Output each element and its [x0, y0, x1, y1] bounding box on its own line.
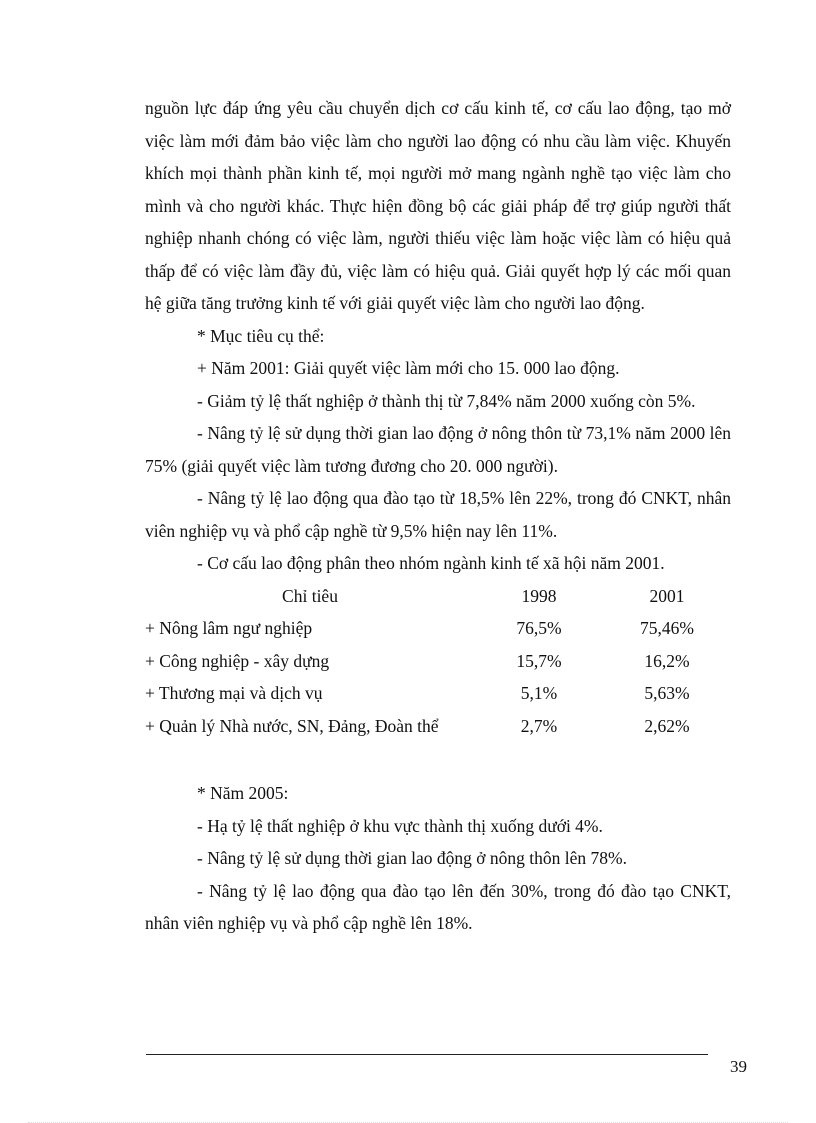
table-header-row: [145, 580, 731, 613]
objective-2005-rural-time: - Nâng tỷ lệ sử dụng thời gian lao động ở nông thôn lên 78%.: [197, 848, 627, 868]
objective-2005-unemployment: - Hạ tỷ lệ thất nghiệp ở khu vực thành thị xuống dưới 4%.: [197, 815, 603, 836]
row-label: + Quản lý Nhà nước, SN, Đảng, Đoàn thể: [145, 715, 439, 736]
labor-structure-table: [145, 580, 731, 743]
table-row: [145, 612, 731, 645]
body-paragraph: nguồn lực đáp ứng yêu cầu chuyển dịch cơ cấu kinh tế, cơ cấu lao động, tạo mở việc làm mới đảm bảo việc làm cho người lao động có nhu cầu làm việc. Khuyến khích mọi thành phần kinh tế, mọi người mở mang ngành nghề tạo việc làm cho mình và cho người khác. Thực hiện đồng bộ các giải pháp để trợ giúp người thất nghiệp nhanh chóng có việc làm, người thiếu việc làm hoặc việc làm có hiệu quả thấp để có việc làm đầy đủ, việc làm có hiệu quả. Giải quyết hợp lý các mối quan hệ giữa tăng trưởng kinh tế với giải quyết việc làm cho người lao động.: [145, 98, 731, 313]
row-value-1998: 2,7%: [520, 715, 558, 736]
row-value-1998: 76,5%: [516, 618, 562, 638]
section-heading-2005: * Năm 2005:: [197, 783, 289, 803]
objective-unemployment: - Giảm tỷ lệ thất nghiệp ở thành thị từ 7,84% năm 2000 xuống còn 5%.: [197, 390, 696, 411]
spacer: [145, 742, 731, 777]
section-heading-objectives: * Mục tiêu cụ thể:: [197, 325, 325, 346]
row-value-1998: 15,7%: [516, 650, 562, 671]
header-indicator: Chỉ tiêu: [282, 585, 338, 606]
page-number: 39: [730, 1057, 747, 1076]
page-body: [145, 92, 731, 940]
objective-2005-training: - Nâng tỷ lệ lao động qua đào tạo lên đến 30%, trong đó đào tạo CNKT, nhân viên nghiệp vụ và phổ cập nghề lên 18%.: [145, 880, 731, 933]
objective-rural-time: - Nâng tỷ lệ sử dụng thời gian lao động ở nông thôn từ 73,1% năm 2000 lên 75% (giải quyết việc làm tương đương cho 20. 000 người).: [145, 423, 731, 476]
table-row: [145, 677, 731, 710]
header-1998: 1998: [521, 585, 557, 606]
header-2001: 2001: [649, 585, 685, 606]
table-row: [145, 710, 731, 743]
footer-divider: [146, 1054, 708, 1055]
row-label: + Công nghiệp - xây dựng: [145, 650, 330, 671]
row-value-1998: 5,1%: [520, 683, 558, 703]
row-label: + Thương mại và dịch vụ: [145, 683, 323, 703]
labor-structure-intro: - Cơ cấu lao động phân theo nhóm ngành kinh tế xã hội năm 2001.: [197, 553, 665, 573]
table-row: [145, 645, 731, 678]
row-value-2001: 16,2%: [644, 650, 690, 671]
row-label: + Nông lâm ngư nghiệp: [145, 618, 313, 638]
objective-training: - Nâng tỷ lệ lao động qua đào tạo từ 18,5% lên 22%, trong đó CNKT, nhân viên nghiệp vụ và phổ cập nghề từ 9,5% hiện nay lên 11%.: [145, 488, 731, 541]
objective-2001: + Năm 2001: Giải quyết việc làm mới cho 15. 000 lao động.: [197, 358, 620, 378]
row-value-2001: 2,62%: [644, 715, 690, 736]
row-value-2001: 75,46%: [640, 618, 694, 638]
row-value-2001: 5,63%: [644, 683, 690, 703]
